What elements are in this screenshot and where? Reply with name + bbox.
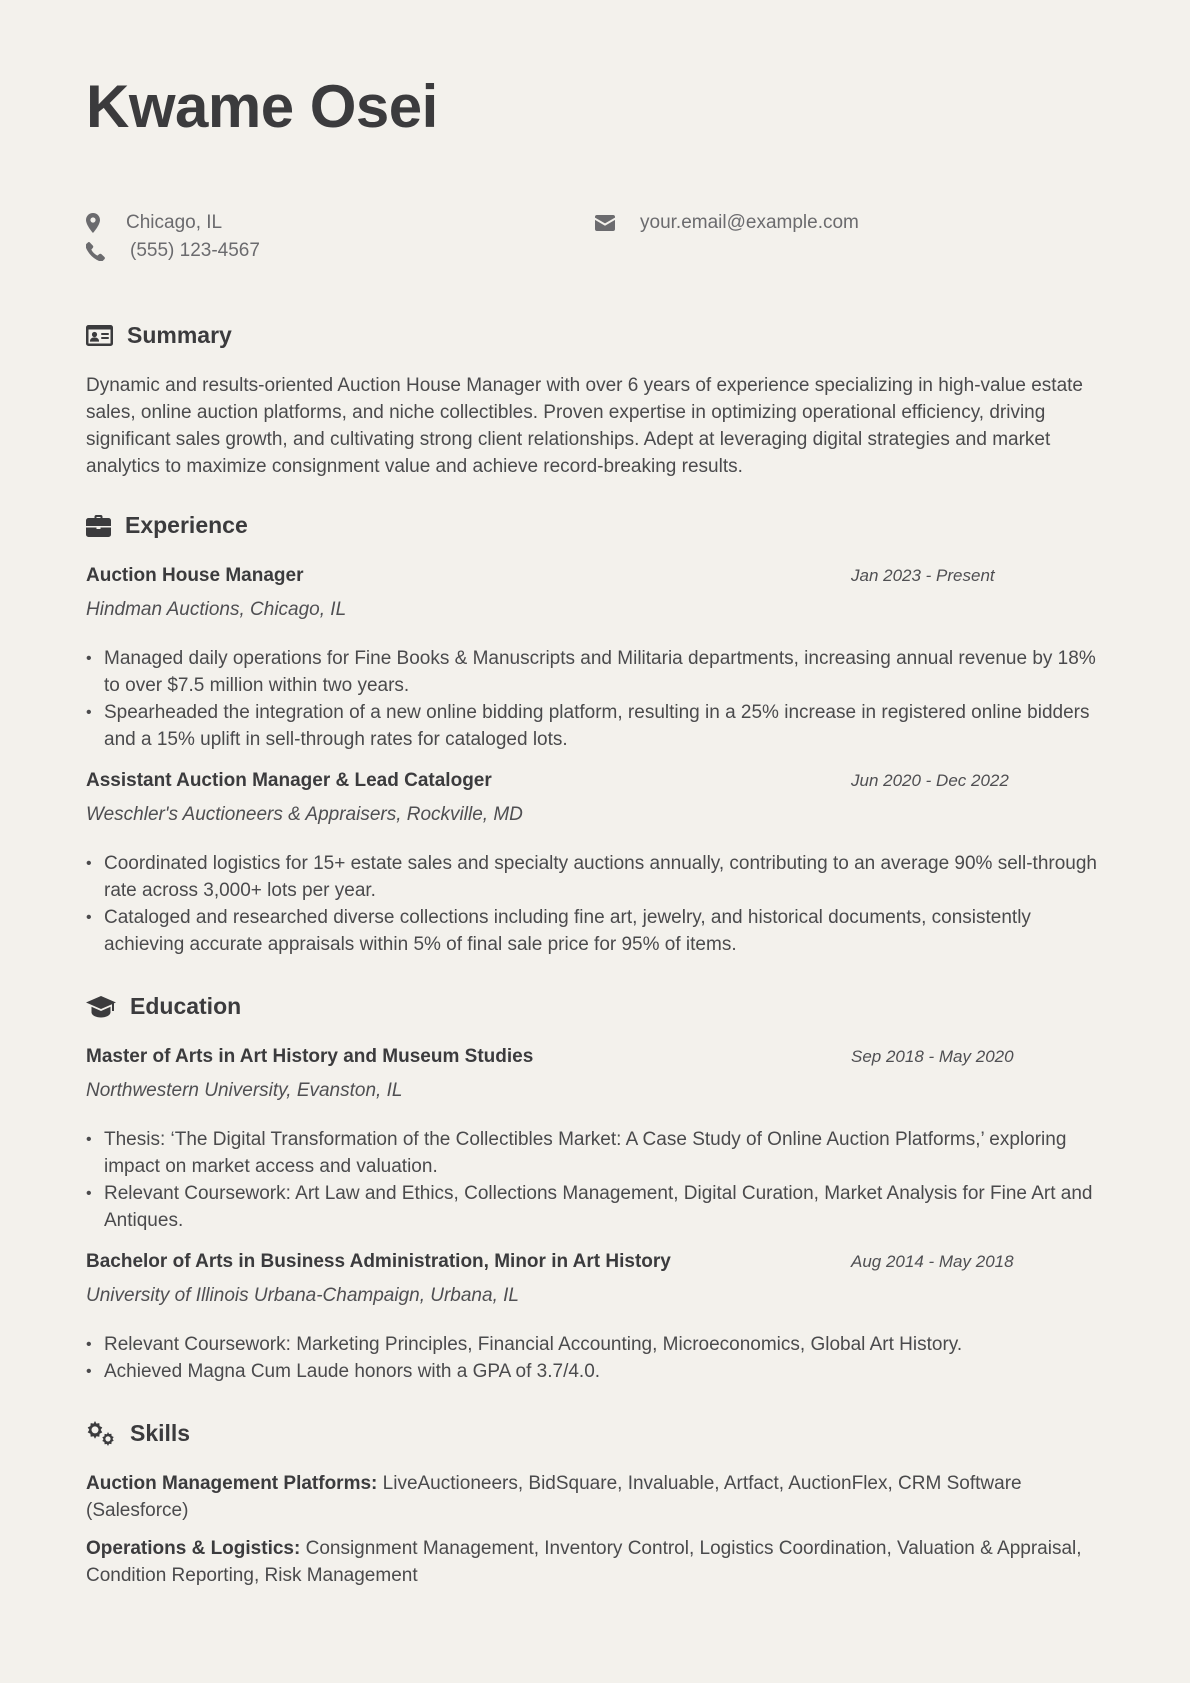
degree-school: University of Illinois Urbana-Champaign, Urbana, IL (86, 1285, 519, 1306)
degree-title: Bachelor of Arts in Business Administration, Minor in Art History (86, 1251, 671, 1272)
job-bullets (86, 850, 1108, 958)
experience-heading-text: Experience (125, 512, 248, 538)
skills-heading (86, 1420, 190, 1447)
job-bullet: • Coordinated logistics for 15+ estate sales and specialty auctions annually, contributing to an average 90% sell-through rate across 3,000+ lots per year. (86, 850, 1108, 904)
contact-phone (86, 240, 260, 262)
skill-line (86, 1470, 1106, 1524)
job-company: Hindman Auctions, Chicago, IL (86, 599, 347, 620)
job-date: Jan 2023 - Present (851, 566, 995, 585)
summary-heading (86, 322, 232, 349)
degree-bullet: • Relevant Coursework: Art Law and Ethics, Collections Management, Digital Curation, Market Analysis for Fine Art and Antiques. (86, 1180, 1108, 1234)
phone-icon (86, 242, 105, 261)
skills-heading-text: Skills (130, 1420, 191, 1446)
job-date: Jun 2020 - Dec 2022 (851, 771, 1009, 790)
degree-bullets (86, 1331, 1108, 1385)
summary-heading-text: Summary (127, 322, 232, 348)
education-heading-text: Education (130, 993, 242, 1019)
candidate-name: Kwame Osei (86, 73, 438, 140)
degree-bullet: • Thesis: ‘The Digital Transformation of the Collectibles Market: A Case Study of Online Auction Platforms,’ exploring impact on market access and valuation. (86, 1126, 1108, 1180)
job-bullet: • Managed daily operations for Fine Books & Manuscripts and Militaria departments, increasing annual revenue by 18% to over $7.5 million within two years. (86, 645, 1108, 699)
skill-label: Operations & Logistics: (86, 1538, 301, 1559)
skill-label: Auction Management Platforms: (86, 1473, 378, 1494)
job-bullet: • Cataloged and researched diverse collections including fine art, jewelry, and historical documents, consistently achieving accurate appraisals within 5% of final sale price for 95% of items. (86, 904, 1108, 958)
degree-title: Master of Arts in Art History and Museum Studies (86, 1046, 534, 1067)
degree-date: Aug 2014 - May 2018 (851, 1252, 1014, 1271)
contact-email[interactable] (595, 212, 859, 234)
job-company: Weschler's Auctioneers & Appraisers, Rockville, MD (86, 804, 523, 825)
cogs-icon (86, 1421, 116, 1447)
id-card-icon (86, 325, 113, 346)
briefcase-icon (86, 515, 111, 537)
contact-location (86, 212, 222, 234)
skill-line (86, 1535, 1106, 1589)
map-marker-icon (86, 213, 100, 233)
email-link[interactable]: your.email@example.com (640, 212, 859, 233)
skill-value: LiveAuctioneers, BidSquare, Invaluable, Artfact, AuctionFlex, CRM Software (Salesforce) (86, 1473, 1022, 1521)
degree-bullet: • Relevant Coursework: Marketing Principles, Financial Accounting, Microeconomics, Global Art History. (86, 1331, 1108, 1358)
skill-value: Consignment Management, Inventory Control, Logistics Coordination, Valuation & Appraisal, Condition Reporting, Risk Management (86, 1538, 1082, 1586)
envelope-icon (595, 215, 615, 231)
job-bullets (86, 645, 1108, 753)
job-title: Auction House Manager (86, 565, 304, 586)
degree-date: Sep 2018 - May 2020 (851, 1047, 1014, 1066)
summary-text: Dynamic and results-oriented Auction House Manager with over 6 years of experience specializing in high-value estate sales, online auction platforms, and niche collectibles. Proven expertise in optimizing operational efficiency, driving significant sales growth, and cultivating strong client relationships. Adept at leveraging digital strategies and market analytics to maximize consignment value and achieve record-breaking results. (86, 375, 1083, 477)
phone-text: (555) 123-4567 (130, 240, 260, 261)
experience-heading (86, 512, 248, 539)
degree-school: Northwestern University, Evanston, IL (86, 1080, 403, 1101)
graduation-cap-icon (86, 996, 116, 1018)
degree-bullets (86, 1126, 1108, 1234)
education-heading (86, 993, 241, 1020)
location-text: Chicago, IL (126, 212, 223, 233)
job-title: Assistant Auction Manager & Lead Cataloger (86, 770, 492, 791)
job-bullet: • Spearheaded the integration of a new online bidding platform, resulting in a 25% increase in registered online bidders and a 15% uplift in sell-through rates for cataloged lots. (86, 699, 1108, 753)
degree-bullet: • Achieved Magna Cum Laude honors with a GPA of 3.7/4.0. (86, 1358, 1108, 1385)
